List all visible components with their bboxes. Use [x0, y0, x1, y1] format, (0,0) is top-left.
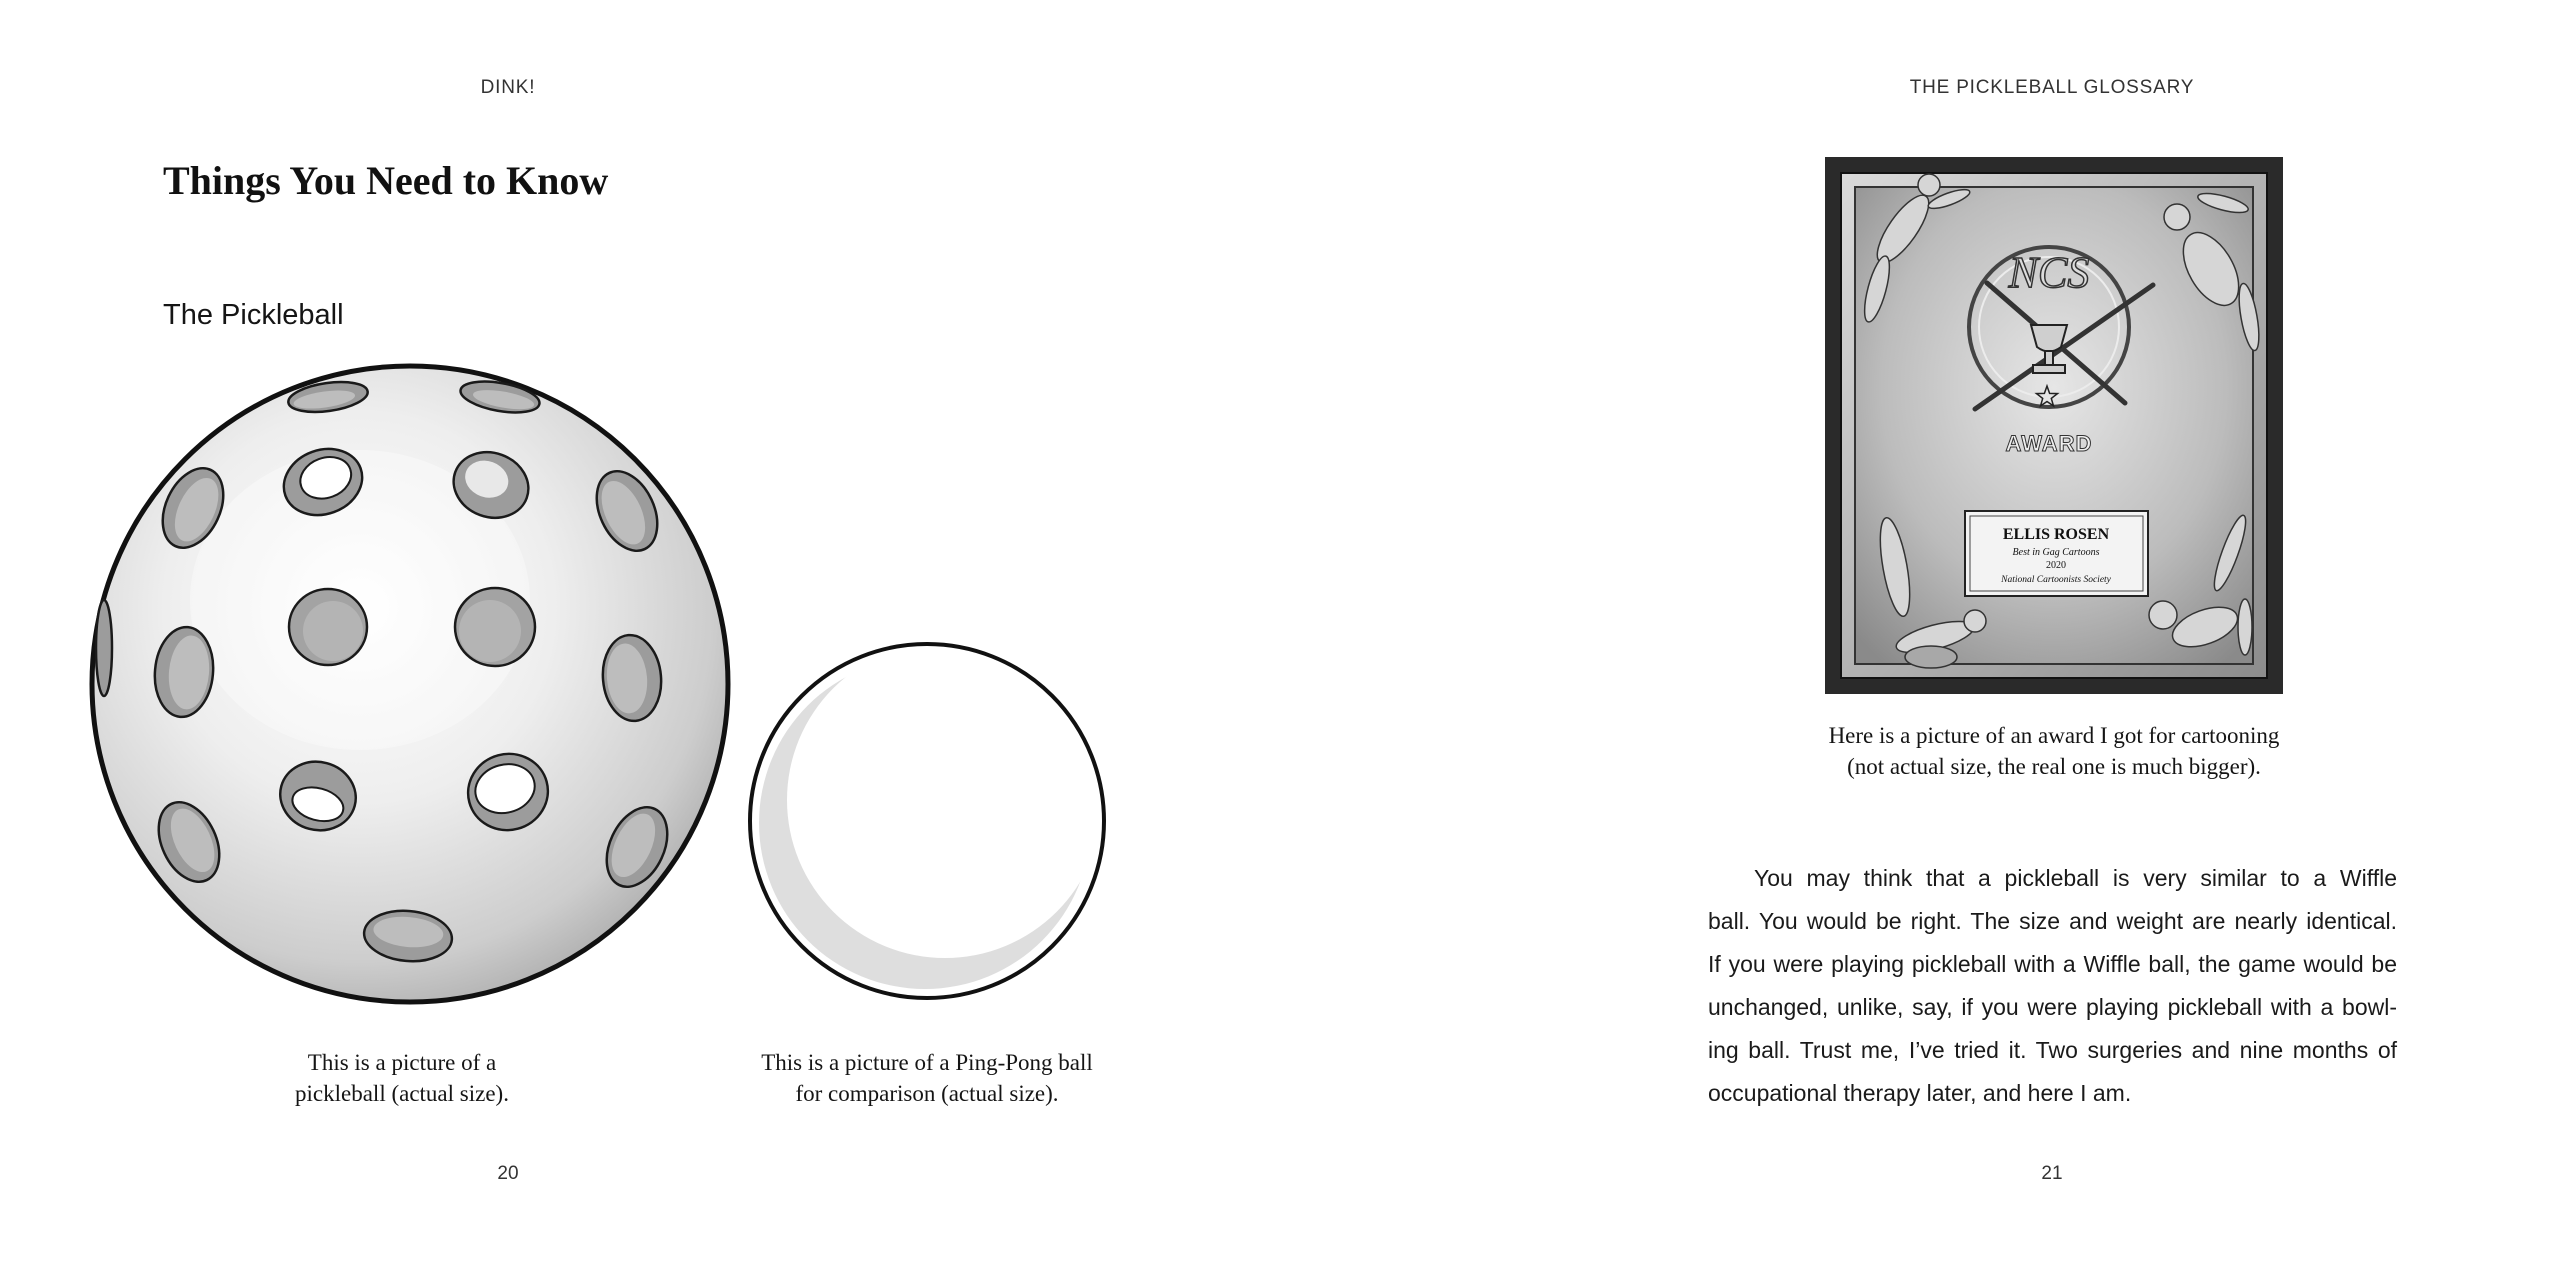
plate-organization: National Cartoonists Society: [2001, 575, 2111, 585]
award-title: AWARD: [2005, 431, 2093, 456]
section-heading: The Pickleball: [163, 299, 344, 331]
award-caption: [1774, 720, 2334, 782]
plate-recipient-name: ELLIS ROSEN: [2002, 526, 2110, 543]
caption-line: This is a picture of a Ping-Pong ball: [761, 1050, 1093, 1075]
award-illustration: [1825, 157, 2283, 694]
ping-pong-ball-illustration: [750, 642, 1104, 998]
page-number-right: 21: [2041, 1163, 2063, 1184]
caption-line: (not actual size, the real one is much bigger).: [1847, 754, 2261, 779]
body-line: ing ball. Trust me, I’ve tried it. Two surgeries and nine months of: [1708, 1037, 2397, 1063]
caption-line: This is a picture of a: [307, 1050, 497, 1075]
body-line: You may think that a pickleball is very similar to a Wiffle: [1754, 865, 2397, 891]
ncs-logo-lettering: NCS: [2008, 248, 2090, 297]
plate-category: Best in Gag Cartoons: [2012, 547, 2100, 558]
body-line: occupational therapy later, and here I am.: [1708, 1080, 2132, 1106]
pickleball-hole: [96, 600, 112, 696]
pickleball-hole: [289, 589, 367, 665]
ping-pong-face: [787, 642, 1103, 958]
body-line: unchanged, unlike, say, if you were playing pickleball with a bowl-: [1708, 994, 2397, 1020]
caption-line: for comparison (actual size).: [795, 1081, 1059, 1106]
running-head-right: THE PICKLEBALL GLOSSARY: [1909, 77, 2195, 98]
body-line: ball. You would be right. The size and weight are nearly identical.: [1708, 908, 2397, 934]
pickleball-hole: [455, 588, 535, 666]
page-number-left: 20: [497, 1163, 519, 1184]
pickleball-caption: [202, 1047, 602, 1109]
running-head-left: DINK!: [480, 77, 536, 98]
body-line: If you were playing pickleball with a Wiffle ball, the game would be: [1708, 951, 2397, 977]
ping-pong-caption: [717, 1047, 1137, 1109]
pickleball-illustration: [92, 366, 728, 1002]
chapter-heading: Things You Need to Know: [163, 158, 609, 203]
plate-year: 2020: [2046, 560, 2066, 571]
award-name-plate: [1965, 511, 2148, 596]
caption-line: pickleball (actual size).: [295, 1081, 509, 1106]
body-paragraph: [1708, 857, 2397, 1115]
caption-line: Here is a picture of an award I got for cartooning: [1828, 723, 2280, 748]
